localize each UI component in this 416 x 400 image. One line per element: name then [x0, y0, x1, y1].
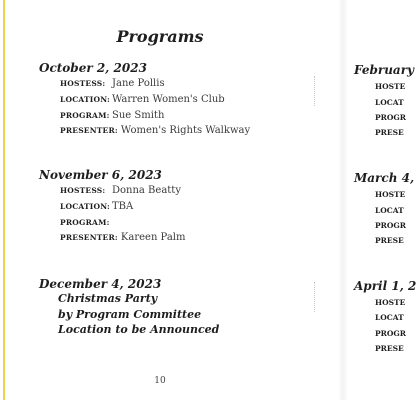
right-location-label: LOCAT: [375, 206, 404, 215]
presenter-label: PRESENTER:: [60, 233, 118, 242]
right-location-label: LOCAT: [375, 98, 404, 107]
hostess-label: HOSTESS:: [60, 186, 106, 195]
entry-date-november: November 6, 2023: [39, 168, 162, 182]
page-edge-yellow-rule: [3, 0, 5, 400]
page-number: 10: [154, 376, 166, 386]
right-presenter-label: PRESE: [375, 236, 404, 245]
december-line-2: by Program Committee: [58, 308, 202, 321]
presenter-value: Kareen Palm: [120, 232, 186, 243]
december-line-3: Location to be Announced: [58, 323, 220, 336]
location-label: LOCATION:: [60, 202, 110, 211]
program-label: PROGRAM:: [60, 111, 110, 120]
december-line-1: Christmas Party: [58, 292, 158, 305]
page-title: Programs: [116, 27, 204, 46]
bleed-through-mark: [314, 282, 319, 312]
entry-november-program: [60, 217, 112, 228]
right-program-label: PROGR: [375, 329, 407, 338]
right-page-date-march: March 4,: [354, 171, 415, 185]
entry-date-october: October 2, 2023: [39, 61, 147, 75]
right-program-label: PROGR: [375, 221, 407, 230]
entry-october-location: [60, 94, 225, 105]
presenter-value: Women's Rights Walkway: [120, 125, 251, 136]
right-location-label: LOCAT: [375, 313, 404, 322]
program-value: Sue Smith: [112, 110, 165, 121]
location-value: Warren Women's Club: [112, 94, 225, 105]
entry-october-presenter: [60, 125, 250, 136]
right-program-label: PROGR: [375, 113, 407, 122]
book-gutter-shadow: [338, 0, 348, 400]
program-label: PROGRAM:: [60, 218, 110, 227]
hostess-value: Jane Pollis: [112, 78, 165, 89]
right-presenter-label: PRESE: [375, 344, 404, 353]
right-page-date-april: April 1, 2: [354, 279, 416, 293]
hostess-value: Donna Beatty: [112, 185, 181, 196]
entry-november-presenter: [60, 232, 185, 243]
entry-november-hostess: [60, 185, 181, 196]
hostess-label: HOSTESS:: [60, 79, 106, 88]
entry-october-program: [60, 110, 164, 121]
entry-november-location: [60, 201, 133, 212]
location-label: LOCATION:: [60, 95, 110, 104]
location-value: TBA: [112, 201, 134, 212]
right-page-date-february: February: [354, 63, 415, 77]
right-hostess-label: HOSTE: [375, 190, 406, 199]
bleed-through-mark: [314, 76, 319, 106]
right-hostess-label: HOSTE: [375, 82, 406, 91]
right-hostess-label: HOSTE: [375, 298, 406, 307]
right-presenter-label: PRESE: [375, 128, 404, 137]
entry-october-hostess: [60, 78, 165, 89]
entry-date-december: December 4, 2023: [39, 277, 162, 291]
presenter-label: PRESENTER:: [60, 126, 118, 135]
